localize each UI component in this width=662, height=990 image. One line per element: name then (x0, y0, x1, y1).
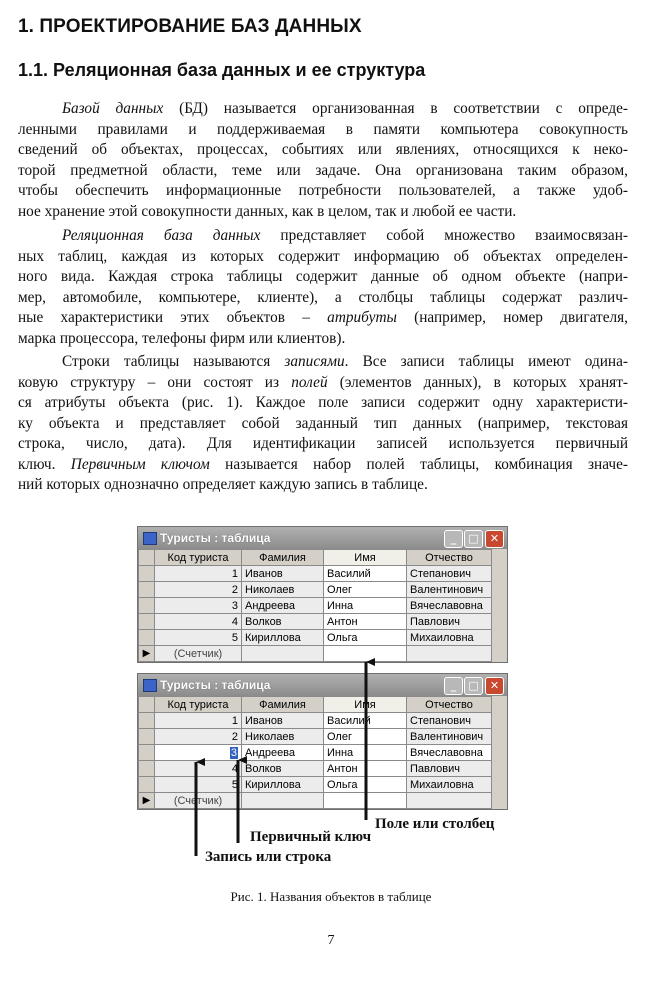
text-line (18, 202, 628, 223)
window-title: Туристы : таблица (160, 678, 271, 692)
cell-id[interactable]: 1 (155, 566, 242, 582)
window-titlebar (138, 527, 507, 549)
text-line (18, 308, 628, 329)
table-row (139, 582, 492, 598)
column-header[interactable]: Фамилия (242, 550, 324, 566)
italic-term: записями (284, 353, 345, 370)
minimize-button[interactable]: _ (444, 530, 463, 548)
cell-fam[interactable]: Волков (242, 761, 324, 777)
text-segment: сведений об объектах, процессах, событиях или явлениях, относящихся к неко- (18, 141, 628, 158)
cell-id[interactable]: 3 (155, 598, 242, 614)
italic-term: Базой данных (62, 100, 164, 117)
table-row (139, 745, 492, 761)
cell-name[interactable] (324, 793, 407, 809)
column-header[interactable]: Код туриста (155, 550, 242, 566)
text-line (18, 288, 628, 309)
table-row (139, 614, 492, 630)
text-segment: мер, автомобиле, компьютере, клиенте), а столбцы таблицы содержат различ- (18, 288, 628, 306)
row-selector[interactable] (139, 630, 155, 646)
cell-id[interactable]: 1 (155, 713, 242, 729)
table-row (139, 761, 492, 777)
row-selector[interactable] (139, 777, 155, 793)
text-line (18, 455, 628, 476)
cell-name[interactable]: Ольга (324, 777, 407, 793)
cell-fam[interactable]: Николаев (242, 582, 324, 598)
column-header[interactable]: Имя (324, 697, 407, 713)
cell-fam[interactable]: Кириллова (242, 630, 324, 646)
text-segment: (например, номер двигателя, (396, 309, 628, 326)
text-line (18, 161, 628, 182)
cell-fam[interactable]: Андреева (242, 598, 324, 614)
close-button[interactable]: ✕ (485, 530, 504, 548)
cell-fam[interactable]: Иванов (242, 566, 324, 582)
text-segment: ся атрибуты объекта (рис. 1). Каждое поле записи содержит одну характеристи- (18, 394, 628, 411)
table-row (139, 729, 492, 745)
text-segment: ное хранение этой совокупности данных, как в целом, так и любой ее части. (18, 202, 517, 220)
text-segment: торой предметной области, теме или задаче. Она организована таким образом, (18, 161, 628, 179)
paragraph-3 (18, 352, 628, 496)
chapter-heading: 1. ПРОЕКТИРОВАНИЕ БАЗ ДАННЫХ (18, 16, 362, 37)
column-header[interactable]: Отчество (407, 697, 492, 713)
cell-pat[interactable]: Михаиловна (407, 777, 492, 793)
new-record-marker-icon[interactable]: ▶ (139, 646, 155, 662)
italic-term: полей (291, 373, 328, 391)
column-header[interactable]: Фамилия (242, 697, 324, 713)
text-line (18, 181, 628, 202)
cell-pat[interactable] (407, 646, 492, 662)
text-line (18, 267, 628, 288)
cell-pat[interactable]: Валентинович (407, 582, 492, 598)
cell-fam[interactable]: Андреева (242, 745, 324, 761)
new-record-marker-icon[interactable]: ▶ (139, 793, 155, 809)
cell-pat[interactable]: Вячеславовна (407, 598, 492, 614)
cell-pat[interactable] (407, 793, 492, 809)
text-line (18, 373, 628, 394)
text-segment: марка процессора, телефоны фирм или клиентов). (18, 329, 346, 347)
table-row (139, 713, 492, 729)
cell-id[interactable]: (Счетчик) (155, 793, 242, 809)
text-line (18, 226, 628, 247)
table-row (139, 566, 492, 582)
cell-pat[interactable]: Степанович (407, 713, 492, 729)
maximize-button[interactable]: □ (464, 530, 483, 548)
text-line (18, 393, 628, 414)
italic-term: Первичным ключом (70, 455, 210, 473)
cell-pat[interactable]: Михаиловна (407, 630, 492, 646)
text-line (18, 475, 628, 496)
text-line (18, 434, 628, 455)
table-row (139, 777, 492, 793)
cell-id[interactable]: 5 (155, 630, 242, 646)
table-row (139, 598, 492, 614)
text-segment: чтобы обеспечить информационные потребности пользователей, а также удоб- (18, 182, 628, 199)
cell-fam[interactable]: Иванов (242, 713, 324, 729)
text-segment: называется набор полей таблицы, комбинация значе- (209, 455, 628, 473)
row-selector[interactable] (139, 566, 155, 582)
cell-pat[interactable]: Степанович (407, 566, 492, 582)
cell-name[interactable]: Ольга (324, 630, 407, 646)
cell-name[interactable]: Олег (324, 582, 407, 598)
window-title: Туристы : таблица (160, 531, 271, 545)
cell-id[interactable]: 3 (155, 745, 242, 761)
table-icon (143, 532, 157, 545)
row-selector[interactable] (139, 761, 155, 777)
cell-name[interactable]: Василий (324, 713, 407, 729)
cell-fam[interactable] (242, 646, 324, 662)
text-segment: ленными правилами и поддерживаемая в памяти компьютера совокупность (18, 120, 628, 138)
text-segment: ковую структуру – они состоят из (18, 373, 292, 391)
cell-name[interactable]: Олег (324, 729, 407, 745)
paragraph-2 (18, 226, 628, 349)
row-selector[interactable] (139, 598, 155, 614)
new-record-row (139, 793, 492, 809)
cell-fam[interactable] (242, 793, 324, 809)
column-header[interactable]: Отчество (407, 550, 492, 566)
cell-id[interactable]: 4 (155, 614, 242, 630)
cell-name[interactable]: Антон (324, 614, 407, 630)
text-line (18, 247, 628, 268)
text-segment: ные характеристики этих объектов – (18, 309, 328, 326)
cell-pat[interactable]: Павлович (407, 614, 492, 630)
italic-term: Реляционная база данных (62, 227, 261, 244)
row-selector[interactable] (139, 582, 155, 598)
row-selector[interactable] (139, 614, 155, 630)
new-record-row (139, 646, 492, 662)
label-primary-key: Первичный ключ (250, 829, 372, 845)
section-heading: 1.1. Реляционная база данных и ее структура (18, 60, 426, 80)
cell-name[interactable] (324, 646, 407, 662)
close-button[interactable]: ✕ (485, 677, 504, 695)
text-segment: Строки таблицы называются (62, 353, 285, 370)
paragraph-1 (18, 99, 628, 222)
text-segment: ного вида. Каждая строка таблицы содержит данные об одном объекте (напри- (18, 268, 628, 285)
row-selector[interactable] (139, 697, 155, 713)
text-segment: . Все записи таблицы имеют одина- (344, 353, 628, 370)
row-selector[interactable] (139, 745, 155, 761)
row-selector[interactable] (139, 550, 155, 566)
cell-pat[interactable]: Вячеславовна (407, 745, 492, 761)
cell-pat[interactable]: Валентинович (407, 729, 492, 745)
text-line (18, 140, 628, 161)
text-segment: ключ. (18, 455, 71, 473)
table-window-1 (137, 526, 508, 663)
cell-id[interactable]: 5 (155, 777, 242, 793)
cell-id[interactable]: 2 (155, 582, 242, 598)
data-grid (138, 696, 492, 809)
table-row (139, 630, 492, 646)
row-selector[interactable] (139, 713, 155, 729)
text-line (18, 99, 628, 120)
cell-id[interactable]: (Счетчик) (155, 646, 242, 662)
cell-name[interactable]: Инна (324, 598, 407, 614)
text-line (18, 329, 628, 350)
figure-caption: Рис. 1. Названия объектов в таблице (230, 889, 432, 904)
italic-term: атрибуты (327, 309, 397, 326)
label-record-or-row: Запись или строка (205, 849, 332, 865)
text-line (18, 352, 628, 373)
text-line (18, 414, 628, 435)
text-line (18, 120, 628, 141)
cell-id[interactable]: 2 (155, 729, 242, 745)
column-header[interactable]: Код туриста (155, 697, 242, 713)
column-header[interactable]: Имя (324, 550, 407, 566)
maximize-button[interactable]: □ (464, 677, 483, 695)
cell-name[interactable]: Василий (324, 566, 407, 582)
cell-fam[interactable]: Кириллова (242, 777, 324, 793)
header-row (139, 697, 492, 713)
header-row (139, 550, 492, 566)
text-segment: (элементов данных), в которых хранят- (327, 373, 628, 391)
window-titlebar (138, 674, 507, 696)
table-icon (143, 679, 157, 692)
table-window-2 (137, 673, 508, 810)
label-field-or-column: Поле или столбец (375, 816, 495, 832)
page-number: 7 (327, 933, 335, 948)
row-selector[interactable] (139, 729, 155, 745)
cell-name[interactable]: Антон (324, 761, 407, 777)
cell-id[interactable]: 4 (155, 761, 242, 777)
text-segment: ных таблиц, каждая из которых содержит информацию об объектах определен- (18, 247, 628, 265)
minimize-button[interactable]: _ (444, 677, 463, 695)
text-segment: (БД) называется организованная в соответствии с опреде- (163, 100, 628, 117)
text-segment: строка, число, дата). Для идентификации записей используется первичный (18, 435, 628, 452)
cell-name[interactable]: Инна (324, 745, 407, 761)
text-segment: ку объекта и представляет собой заданный тип данных (например, текстовая (18, 414, 628, 432)
text-segment: представляет собой множество взаимосвязан- (260, 227, 628, 244)
cell-fam[interactable]: Волков (242, 614, 324, 630)
text-segment: ний которых однозначно определяет каждую запись в таблице. (18, 476, 428, 493)
cell-pat[interactable]: Павлович (407, 761, 492, 777)
data-grid (138, 549, 492, 662)
cell-fam[interactable]: Николаев (242, 729, 324, 745)
